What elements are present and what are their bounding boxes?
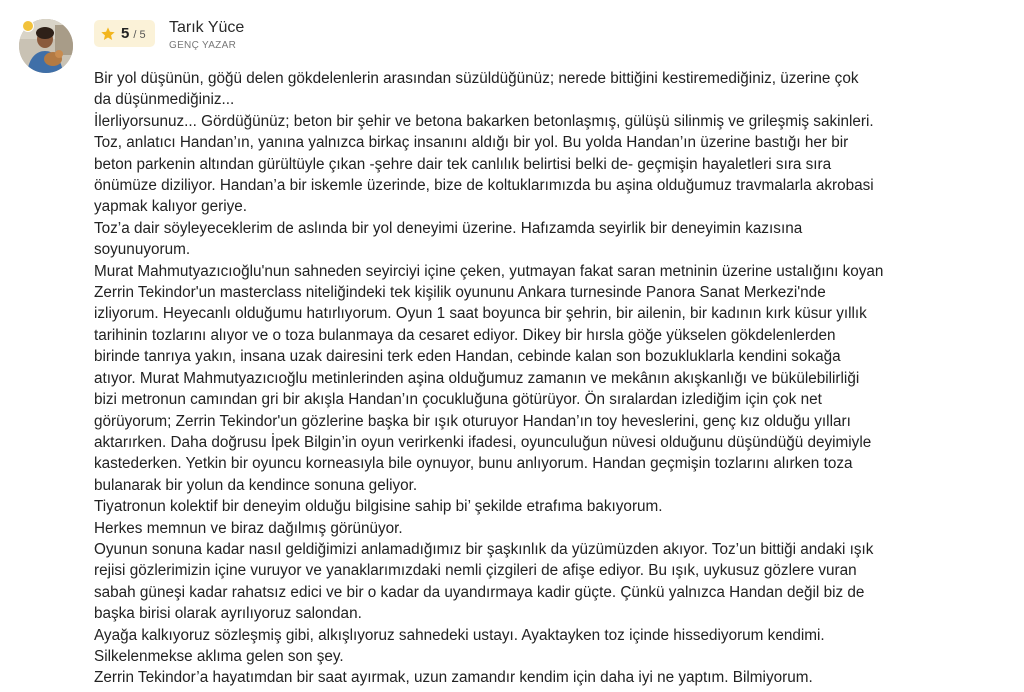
review-line: bulanarak bir yolun da kendince sonuna geliyor. [94,476,418,494]
review-line: Bir yol düşünün, göğü delen gökdelenlerin arasından süzüldüğünüz; nerede bittiğini kestiremediğiniz, üzerine çok [94,70,859,87]
review-line: yapmak kalıyor geriye. [94,198,248,216]
review-line: Ayağa kalkıyoruz sözleşmiş gibi, alkışlıyoruz sahnedeki ustayı. Ayaktayken toz içinde hissediyorum kendimi. [94,626,825,644]
review-line: Oyunun sonuna kadar nasıl geldiğimizi anlamadığımız bir şaşkınlık da yüzümüzden akıyor. Toz’un bittiği andaki ışık [94,540,874,558]
level-badge-icon [22,20,34,32]
review-line: tarihinin tozlarını alıyor ve o toza bulanmaya da cesaret ediyor. Dikey bir hırsla göğe yükselen gökdelenlerden [94,326,836,344]
review-line: bizi metronun camından gri bir akışla Handan’ın çocukluğuna götürüyor. Ön sıralardan izlediğim için çok net [94,391,822,409]
review-line: Herkes memnun ve biraz dağılmış görünüyor. [94,519,403,537]
review-line: Zerrin Tekindor'un masterclass niteliğindeki tek kişilik oyununu Ankara turnesinde Panora Sanat Merkezi'nde [94,284,826,302]
review-line: Toz, anlatıcı Handan’ın, yanına yalnızca birkaç insanını aldığı bir yol. Bu yolda Handan’ın üzerine bastığı her bir [94,134,849,152]
review-line: rejisi gözlerimizin içine vuruyor ve yanaklarımızdaki nemli çizgileri de afişe ediyor. Bu ışık, uykusuz gözlere vuran [94,562,857,580]
review-line: görüyorum; Zerrin Tekindor'un gözlerine başka bir ışık oturuyor Handan’ın toy heveslerini, genç kız olduğu yılları [94,412,851,430]
review-line: beton parkenin altından gürültüyle çıkan -şehre dair tek canlılık belirtisi belki de- geçmişin hayaletleri sıra sıra [94,155,832,173]
star-icon [100,26,116,42]
review-line: aktarırken. Daha doğrusu İpek Bilgin’in oyun verirkenki ifadesi, oyunculuğun nüvesi olduğunu düşündüğü deyimiyle [94,433,872,451]
review-line: sabah güneşi kadar rahatsız edici ve bir o kadar da uyandırmaya kadir güçte. Çünkü yalnızca Handan değil biz de [94,583,865,601]
review-line: izliyorum. Heyecanlı olduğumu hatırlıyorum. Oyun 1 saat boyunca bir şehrin, bir ailenin, bir kadının kırk küsur yıllık [94,305,867,323]
rating-badge [94,20,155,47]
review-line: Murat Mahmutyazıcıoğlu'nun sahneden seyirciyi içine çeken, yutmayan fakat saran metninin üzerine ustalığını koyan [94,262,884,280]
review-line: kastederken. Yetkin bir oyuncu korneasıyla bile oynuyor, bunu anlıyorum. Handan geçmişin tozlarını alırken toza [94,455,853,473]
review-line: birinde tanrıya yakın, insana uzak dairesini terk eden Handan, cebinde kalan son bozukluklarla kendini sokağa [94,348,841,366]
review-line: önümüze diziliyor. Handan’a bir iskemle üzerinde, bize de koltuklarımızda bu aşina olduğumuz travmalarla akrobasi [94,177,874,195]
review-line: soyunuyorum. [94,241,191,259]
reviewer-title: GENÇ YAZAR [169,40,237,51]
rating-max: / 5 [133,28,146,41]
rating-value: 5 [121,25,130,42]
reviewer-name[interactable]: Tarık Yüce [169,19,245,36]
review-text [94,68,994,689]
review-line: başka birisi olarak ayrılıyoruz salondan. [94,605,362,623]
review-line: Toz’a dair söyleyeceklerim de aslında bir yol deneyimi üzerine. Hafızamda seyirlik bir deneyimin kazısına [94,219,803,237]
review-line: İlerliyorsunuz... Gördüğünüz; beton bir şehir ve betona bakarken betonlaşmış, gülüşü silinmiş ve grileşmiş sakinleri. [94,112,874,130]
review-line: Silkelenmekse aklıma gelen son şey. [94,647,344,665]
review-line: Tiyatronun kolektif bir deneyim olduğu bilgisine sahip bi’ şekilde etrafıma bakıyorum. [94,498,663,516]
review-line: da düşünmediğiniz... [94,91,235,109]
review-line: atıyor. Murat Mahmutyazıcıoğlu metinlerinden aşina olduğumuz zamanın ve mekânın akışkanlığı ve bükülebilirliği [94,369,860,387]
review-line: Zerrin Tekindor’a hayatımdan bir saat ayırmak, uzun zamandır kendim için daha iyi ne yaptım. Bilmiyorum. [94,669,813,687]
